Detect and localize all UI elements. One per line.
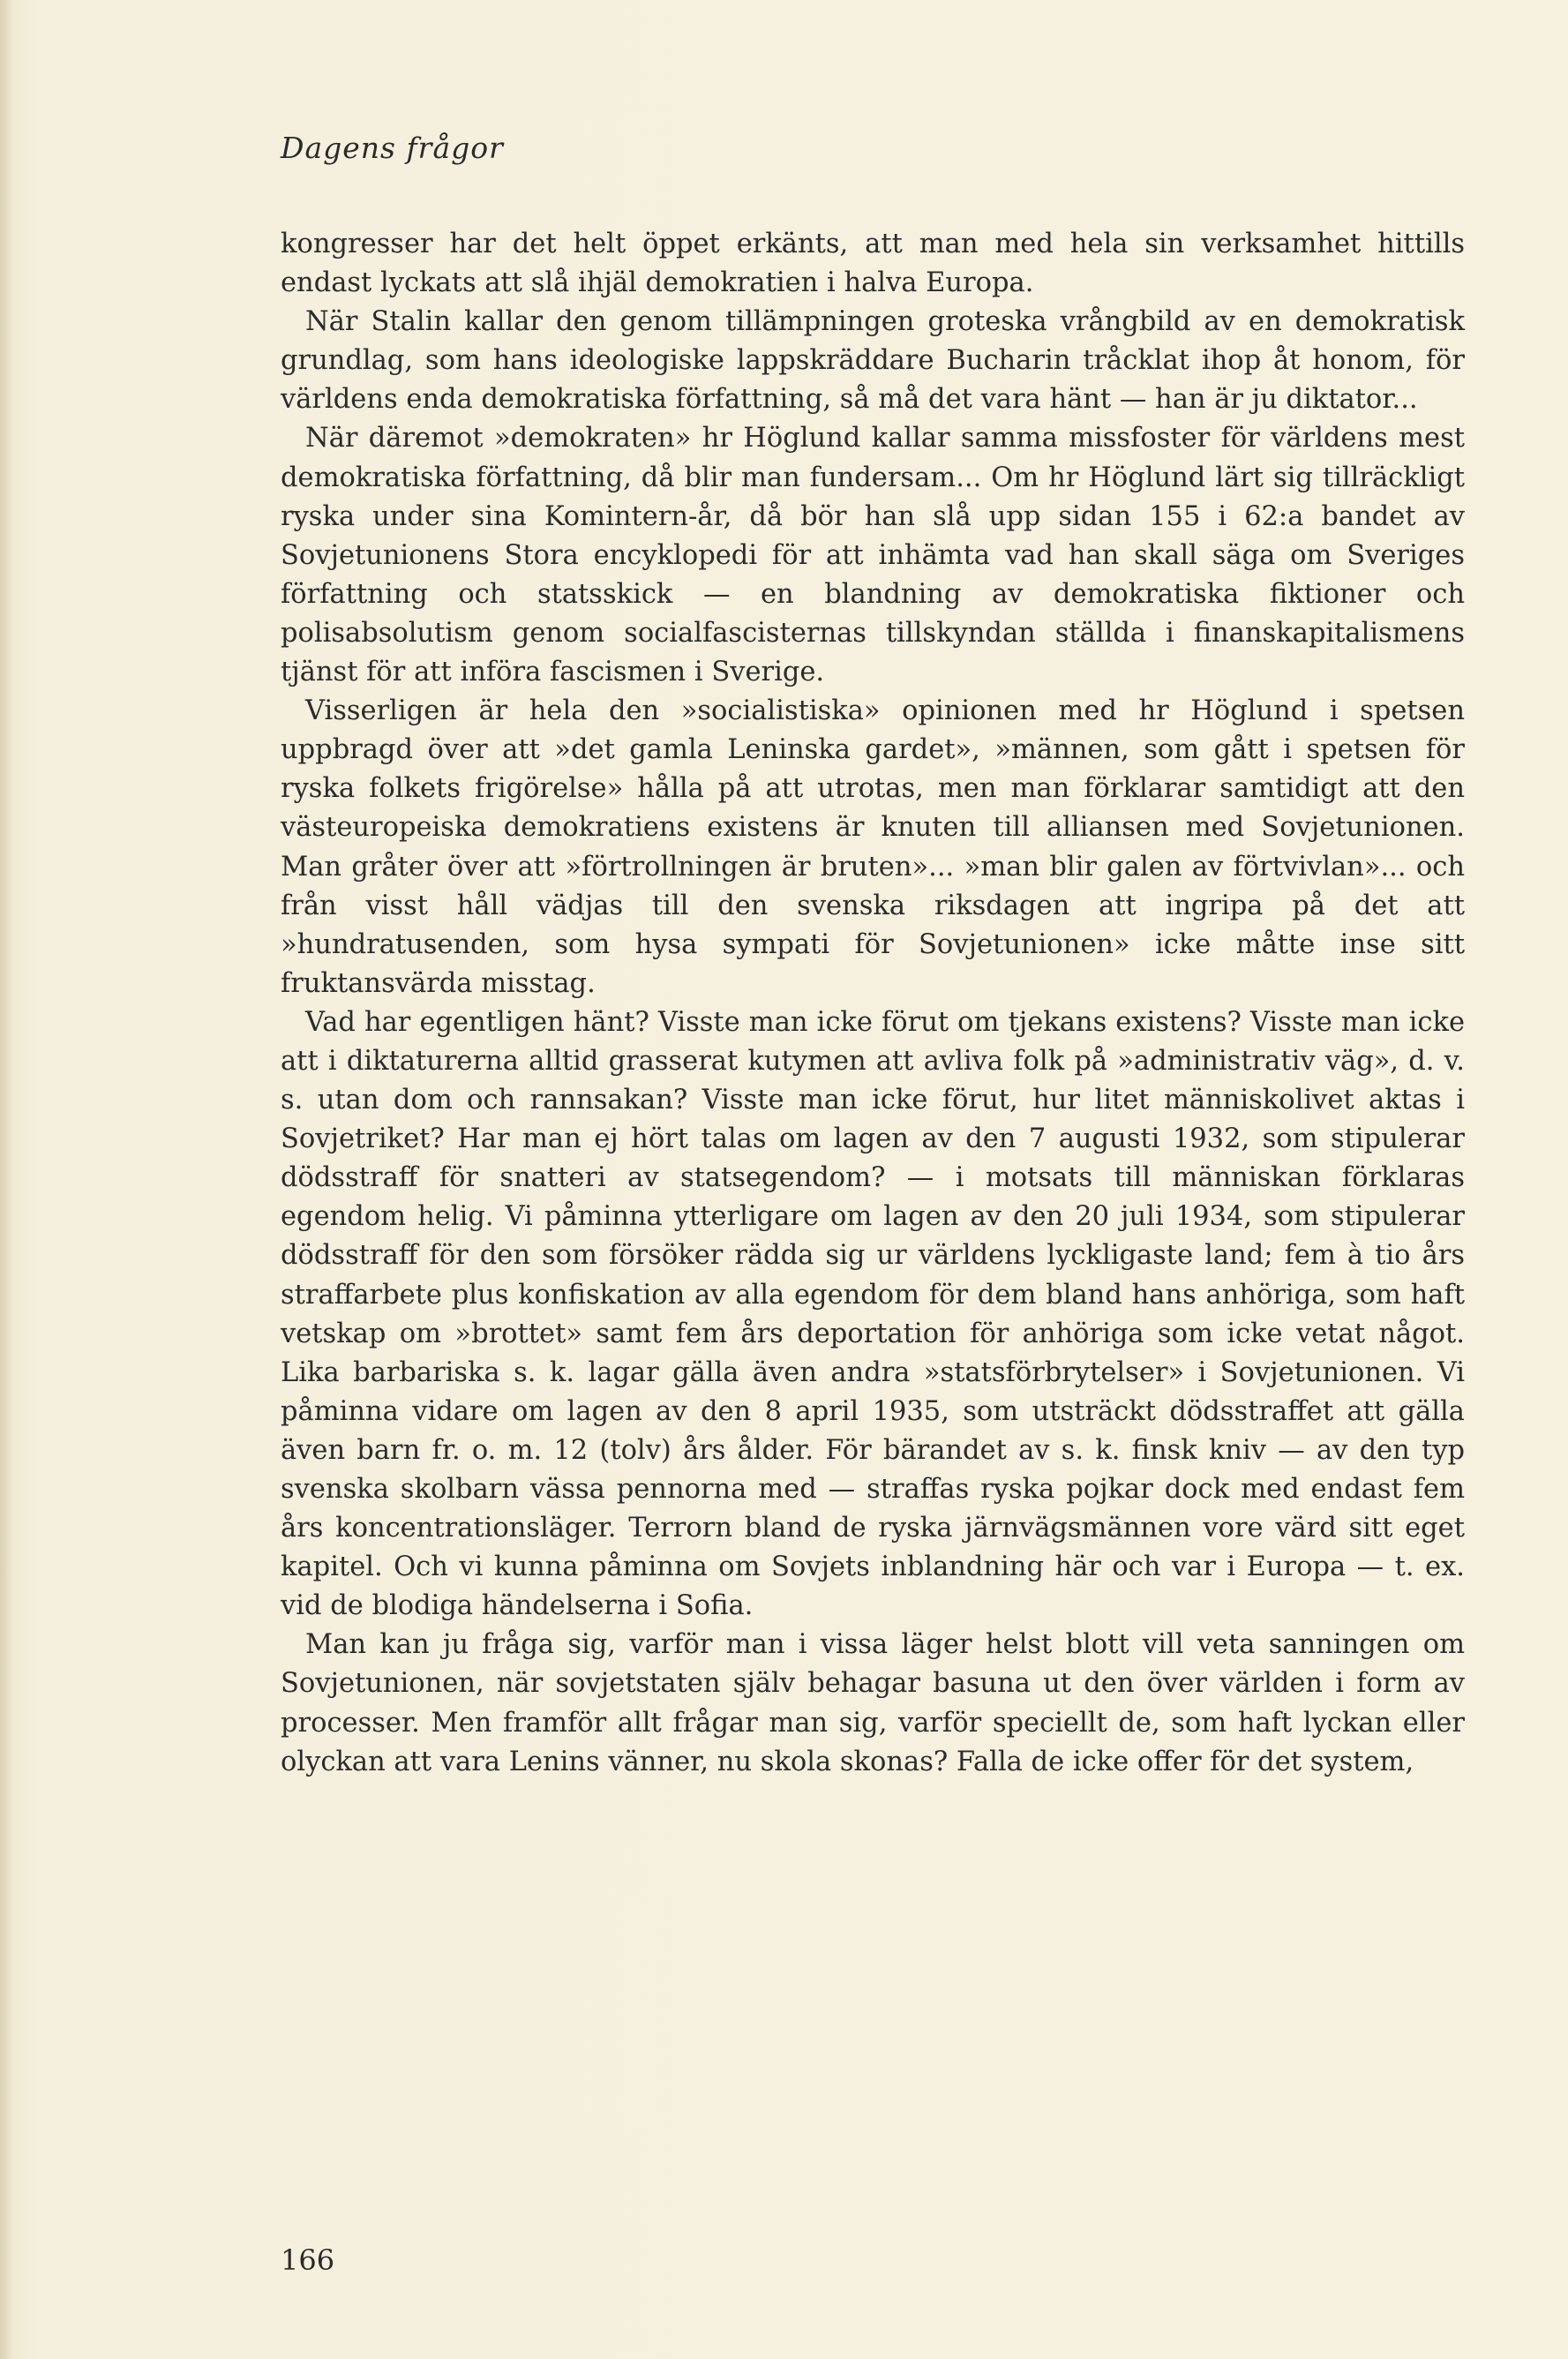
paragraph: Man kan ju fråga sig, varför man i vissa läger helst blott vill veta sanningen om Sovjetunionen, när sovjetstaten själv behagar basuna ut den över världen i form av processer. Men framför allt frågar man sig, varför speciellt de, som haft lyckan eller olyckan att vara Lenins vänner, nu skola skonas? Falla de icke offer för det system, [281,1629,1465,1777]
paragraph: Vad har egentligen hänt? Visste man icke förut om tjekans existens? Visste man icke att i diktaturerna alltid grasserat kutymen att avliva folk på »administrativ väg», d. v. s. utan dom och rannsakan? Visste man icke förut, hur litet människolivet aktas i Sovjetriket? Har man ej hört talas om lagen av den 7 augusti 1932, som stipulerar dödsstraff för snatteri av statsegendom? — i motsats till människan förklaras egendom helig. Vi påminna ytterligare om lagen av den 20 juli 1934, som stipulerar dödsstraff för den som försöker rädda sig ur världens lyckligaste land; fem à tio års straffarbete plus konfiskation av alla egendom för dem bland hans anhöriga, som haft vetskap om »brottet» samt fem års deportation för anhöriga som icke vetat något. Lika barbariska s. k. lagar gälla även andra »statsförbrytelser» i Sovjetunionen. Vi påminna vidare om lagen av den 8 april 1935, som utsträckt dödsstraffet att gälla även barn fr. o. m. 12 (tolv) års ålder. För bärandet av s. k. finsk kniv — av den typ svenska skolbarn vässa pennorna med — straffas ryska pojkar dock med endast fem års koncentrationsläger. Terrorn bland de ryska järnvägsmännen vore värd sitt eget kapitel. Och vi kunna påminna om Sovjets inblandning här och var i Europa — t. ex. vid de blodiga händelserna i Sofia. [281,1006,1465,1622]
paragraph: kongresser har det helt öppet erkänts, att man med hela sin verksamhet hittills endast lyckats att slå ihjäl demokratien i halva Europa. [281,229,1465,299]
article-body [281,225,1465,1782]
running-head: Dagens frågor [281,131,504,165]
paragraph: När Stalin kallar den genom tillämpningen groteska vrångbild av en demokratisk grundlag, som hans ideologiske lappskräddare Bucharin tråcklat ihop åt honom, för världens enda demokratiska författning, så må det vara hänt — han är ju diktator... [281,306,1465,416]
paragraph: Visserligen är hela den »socialistiska» opinionen med hr Höglund i spetsen uppbragd över att »det gamla Leninska gardet», »männen, som gått i spetsen för ryska folkets frigörelse» hålla på att utrotas, men man förklarar samtidigt att den västeuropeiska demokratiens existens är knuten till alliansen med Sovjetunionen. Man gråter över att »förtrollningen är bruten»... »man blir galen av förtvivlan»... och från visst håll vädjas till den svenska riksdagen att ingripa på det att »hundratusenden, som hysa sympati för Sovjetunionen» icke måtte inse sitt fruktansvärda misstag. [281,695,1465,999]
paragraph: När däremot »demokraten» hr Höglund kallar samma missfoster för världens mest demokratiska författning, då blir man fundersam... Om hr Höglund lärt sig tillräckligt ryska under sina Komintern-år, då bör han slå upp sidan 155 i 62:a bandet av Sovjetunionens Stora encyklopedi för att inhämta vad han skall säga om Sveriges författning och statsskick — en blandning av demokratiska fiktioner och polisabsolutism genom socialfascisternas tillskyndan ställda i finanskapitalismens tjänst för att införa fascismen i Sverige. [281,423,1465,688]
page-number: 166 [281,2243,335,2277]
